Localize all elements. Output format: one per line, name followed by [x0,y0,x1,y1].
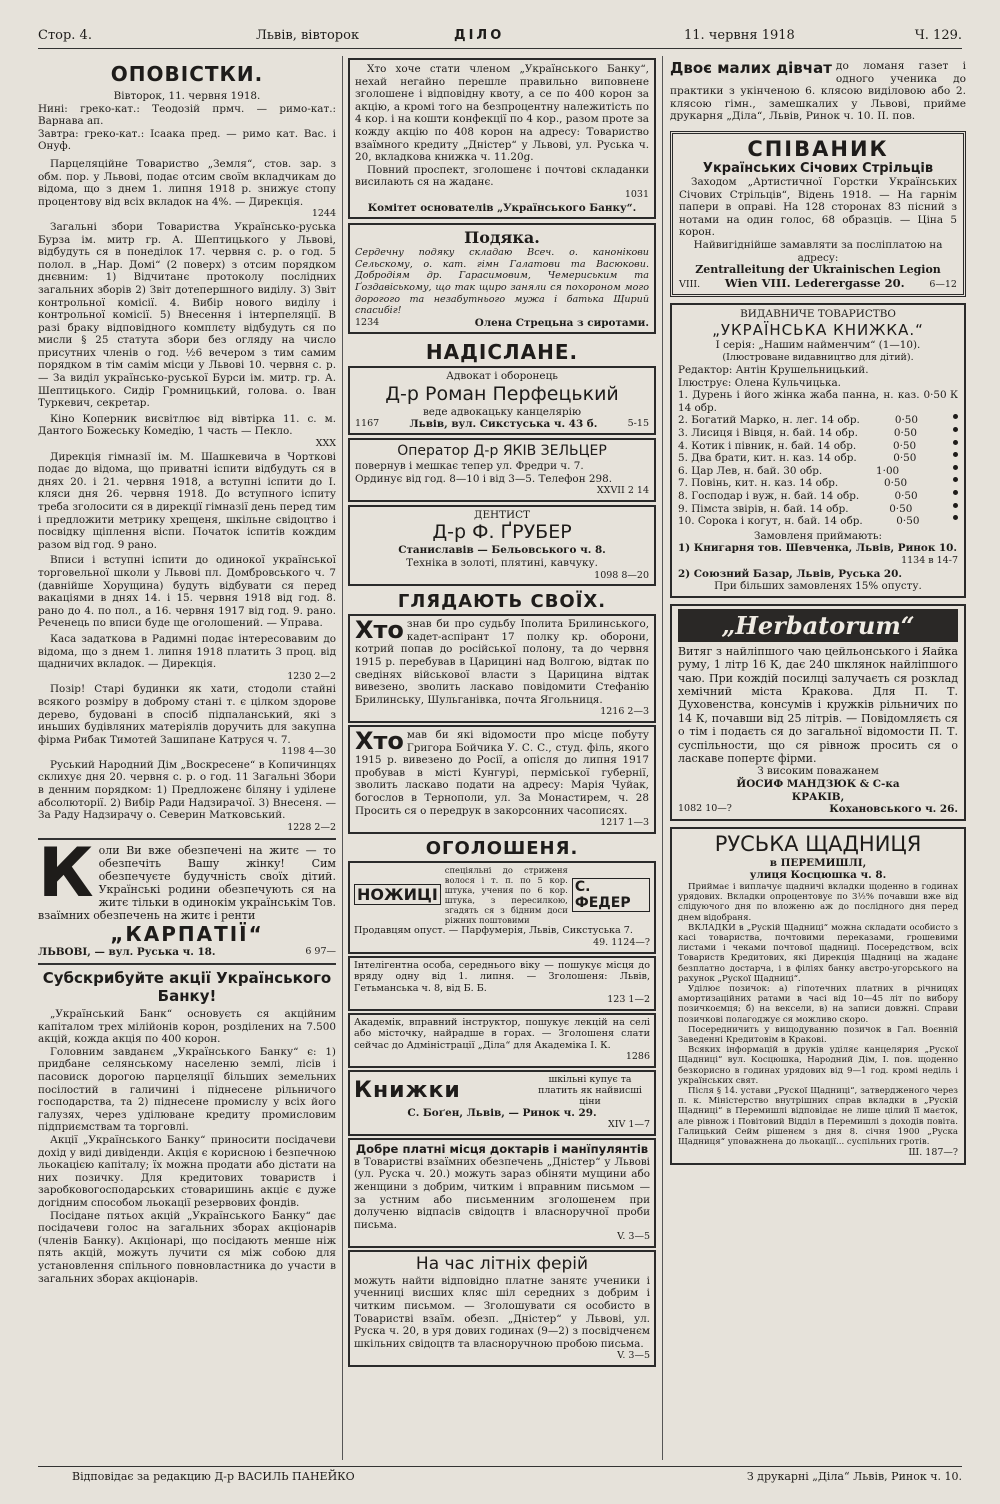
page-footer [38,1466,962,1483]
saints-tomorrow: Завтра: греко-кат.: Ісаака пред. — римо кат. Вас. і Онуф. [38,127,336,153]
thanks-text: Сердечну подяку складаю Всеч. о. канонікови Сельскому, о. кат. гімн Галатови та Васюкови. Добродіям др. Гарасимовим, Чемериським та Ґоздавіському, що так щиро заняли ся похороном мого дорогого та незабутнього мужа і батька Щирий спасибіг! [355,247,649,317]
songbook-address1: Zentralleitung der Ukrainischen Legion [695,263,941,277]
book-item [678,503,958,516]
saints-today: Нині: греко-кат.: Теодозій прмч. — римо-кат.: Варнава ап. [38,102,336,128]
shchadnytsia-title: РУСЬКА ЩАДНИЦЯ [714,831,922,856]
looking-number-1: 1216 2—3 [600,706,649,718]
book-price: 0·50 [884,477,908,490]
notice-number: 1031 [624,188,649,200]
publisher-label: ВИДАВНИЧЕ ТОВАРИСТВО [740,308,896,321]
songbook-order: Найвигіднійше замавляти за посліплатою на адресу: [693,238,943,264]
book-price: 0·50 [894,490,918,503]
dnister-title: Добре платні місця доктарів і манїпулянтів [355,1141,649,1156]
bank-prospect: Повний проспект, зголошенє і почтові складанки висилають ся на жаданє. [355,163,649,189]
herbatorum-text: Витяг з найліпшого чаю цейльонського і Яайка руму, 1 літр 16 К, дає 240 шклянок найліпшого чаю. При кождій посилці залучаєть ся розклад хемічний міста Кракова. Для П. Т. Духовенства, консумів і кружків рільничих по 14 К, почавши від 25 літрів. — Повідомляєть ся о тім і подаєть ся до загальної відомости П. Т. суспільности, що ся рівнож просить ся о ласкаве попертє фірми. [678,644,958,766]
perfetskyi-name: Д-р Роман Перфецький [385,382,619,405]
looking-text-1: знав би про судьбу Іполита Брилинського, кадет-аспірант 17 полку кр. оборони, котрий попав до російської полону, та до червня 1915 р. перебував в Царицині над Волгою, відтак по сведінях військової власти з Царицина відтак вивезено, зволить ласкаво повідомити Стефанію Брилинську, Шульганівка, почта Ягольниця. [355,618,649,706]
bullet-icon [953,440,958,445]
dnister-number: V. 3—5 [617,1231,650,1243]
zeltser-name: Оператор Д-р ЯКІВ ЗЕЛЬЦЕР [397,443,607,460]
herbatorum-ad [670,604,966,821]
looking-ad-2 [348,725,656,834]
book-item [678,477,958,490]
herbatorum-sign1: З високим поважанем [757,765,879,778]
column-3 [670,56,966,1462]
column-divider [662,56,663,1460]
academic-number: 1286 [625,1050,650,1062]
column-1 [38,56,336,1462]
bogen-ad [348,1070,656,1136]
thanks-number: 1234 [355,316,380,328]
drop-cap: К [38,844,94,914]
perfetskyi-number2: 5-15 [627,418,649,430]
notice-number: 1198 4—30 [281,746,336,758]
publisher-illustrator: Ілюструє: Олена Кульчицька. [678,376,841,389]
order-2: 2) Союзний Базар, Львів, Руська 20. [678,567,902,580]
perfetskyi-number: 1167 [355,418,380,430]
book-item [678,440,958,453]
bullet-icon [953,452,958,457]
issue-date: 11. червня 1918 [684,28,795,43]
herbatorum-sign4: Кохановського ч. 26. [829,803,958,816]
bank-ad-title: Субскрибуйте акції Українського Банку! [42,969,332,1006]
zeltser-number: XXVII 2 14 [596,485,649,497]
perfetskyi-ad [348,366,656,435]
column-divider [342,56,343,1460]
bullet-icon [953,515,958,520]
feder-text: спеціяльні до стриженя волося і т. п. по 5 кор. штука, учения по 6 кор. штука, з пересилкою, згадять ся з бідним доси ріжних поштовими [444,864,568,925]
publisher-note: (Ілюстроване видавництво для дітий). [722,351,914,363]
herbatorum-number: 1082 10—? [678,803,732,815]
editor-line: Відповідає за редакцию Д-р ВАСИЛЬ ПАНЕЙКО [72,1470,355,1483]
gruber-name: Д-р Ф. ҐРУБЕР [432,521,572,544]
order-1-number: 1134 в 14-7 [901,555,958,566]
looking-title: ГЛЯДАЮТЬ СВОЇХ. [397,591,607,613]
place-date: Львів, вівторок [256,28,360,43]
bank-p3: Акції „Українського Банку“ приносити посідачеви дохід у виді дивіденди. Акція є корисною і безпечною льокацією капіталу; їх можна продати або дістати на них позичку. Для кредитових товариств і заробковогосподарських стоваришинь акціє є дуже догідним способом льокації резервових фондів. [38,1133,336,1209]
songbook-subtitle: Українських Січових Стрільців [702,160,934,176]
songbook-left: VIII. [679,278,701,290]
book-price: 0·50 [896,515,920,528]
notice-narodnyi-dim: Руський Народний Дім „Воскресене“ в Копичинцях склихує дня 20. червня с. р. о год. 11 Загальні Збори в денним порядком: 1) Предложенє біляну і уділене абсолюторії. 2) Вибір Ради Надзирачої. 3) Внесеня. — За Раду Надзирачу о. Северин Матковський. [38,758,336,822]
drop-word: Хто [355,616,404,645]
holiday-ad [348,1250,656,1367]
bank-committee: Комітет основателів „Українського Банку“. [367,201,637,214]
ruska-shchadnytsia-ad [670,827,966,1165]
bullet-icon [953,427,958,432]
thanks-box [348,223,656,334]
book-title: 7. Повінь, кит. н. каз. 14 обр. [678,477,839,490]
notice-number: 1228 2—2 [287,821,336,833]
book-price: 0·50 [893,439,917,452]
looking-text-2: мав би які відомости про місце побуту Григора Бойчика У. С. С., студ. філь, якого 1915 р. вивезено до Росії, а опісля до липня 1917 пробував в місті Кунгурі, перміської губернії, зволить ласкаво подати на адресу: Марія Чуйак, богослов в Тернополи, ул. За Монастирем, ч. 28 Просить ся о передрук в закорсонних часописях. [355,728,649,817]
gruber-ad [348,505,656,586]
girls-head: Двоє малих дівчат [670,59,832,77]
publisher-title: „УКРАЇНСЬКА КНИЖКА.“ [712,320,924,339]
gruber-number: 1098 8—20 [594,569,649,581]
intel-number: 123 1—2 [607,994,650,1006]
bullet-icon [953,490,958,495]
songbook-title: СПІВАНИК [747,136,889,161]
girls-text: до ломаня газет і одного ученика до практики з укінченою 6. клясою виділовою або 2. клясою гімн., замешкалих у Львові, прийме друкарня „Діла“, Львів, Ринок ч. 10. II. пов. [670,60,966,123]
shchadnytsia-p4: Посередничить у вищодуванню позичок в Гал. Воєнній Заведенні Кредитовім в Кракові. [678,1024,958,1046]
girls-ad [670,60,966,123]
feder-word: НОЖИЦІ [354,884,441,905]
gruber-line: Техніка в золоті, плятині, кавчуку. [406,557,598,570]
shchadnytsia-p5: Всяких інформацій в друків уділяє канцелярия „Рускої Щадниці“ вул. Косцюшка, Народний Дім, І. пов. щоденно безкорисно в годинах урядових від 9—1 год. кромі неділь і українських свят. [678,1045,958,1086]
bogen-address: С. Боґен, Львів, — Ринок ч. 29. [407,1106,597,1119]
divider [38,838,336,840]
book-price: 0·50 К [923,389,958,402]
orders-head: Замовленя приймають: [753,529,883,542]
notice-trade-school: Вписи і вступні іспити до одинокої української торговельної школи у Львові пл. Домбровського ч. 7 (давнійше Хорущина) будуть відбувати ся перед вакаціями в днях 14. і 15. червня 1918 від год. 8. рано до 4. по пол., а 16. червня 1917 від год. 9. рано. Реченець по вписи буде ще оголошений. — Управа. [38,554,336,630]
column-2 [348,56,656,1462]
dnister-text: в Товаристві взаїмних обезпечень „Дністер“ у Львові (ул. Руска ч. 20.) можуть зараз обіняти мущини або женщини з добрим, читким і вправним письмом — за устним або письменним зголошенем при долученю відпасів свідоцтв і власноручної проби письма. [354,1155,650,1231]
feder-number: 49. 1124—? [593,937,650,949]
book-item [678,465,958,478]
bank-continuation: Хто хоче стати членом „Українського Банку“, нехай негайно перешле правильно виповнене зголошене і відповідну квоту, а се по 400 корон за акцію, а кромі того на безпроцентну належитість по 4 кор. і на кошти конфекції по 4 кор., разом проте за кожду акцію по 408 корон на адресу: Товариство взаїмного кредиту „Дністер“ у Львові, ул. Руська ч. 20, вкладкова книжка ч. 11.20g. [355,63,649,164]
bank-continuation-box [348,58,656,219]
shchadnytsia-p2: ВКЛАДКИ в „Рускій Щадниці“ можна складати особисто з касі товариства, почтовими переказами, грошевими листами і чеками почтової щадниці. Посередством, всіх Товариств Кредитових, які Дирекція Щадниці на жаданє безплатно достарча, і в філіях банку австро-угорського на рахунок „Рускої Щадниці“. [678,922,958,984]
academic-ad [348,1013,656,1068]
book-item [678,427,958,440]
feder-ad [348,861,656,954]
shchadnytsia-p1: Приймає і виплачує щадничі вкладки щоденно в годинах урядових. Вкладки опроцентовує по 3½% почавши вже від слідуючого дня по вложеню аж до послідного дня перед днем відобраня. [678,882,958,923]
dnister-ad [348,1138,656,1248]
book-price: 0·50 [894,414,918,427]
herbatorum-title: „Herbatorum“ [678,609,958,642]
karpatia-number: 6 97— [305,946,336,958]
book-price: 0·50 [893,452,917,465]
zeltser-ad [348,438,656,502]
book-price: 1·00 [876,464,900,477]
looking-number-2: 1217 1—3 [600,817,649,829]
book-price: 0·50 [893,427,918,440]
page-number: Стор. 4. [38,28,92,43]
karpatia-text: оли Ви вже обезпечені на житє — то обезпечіть Вашу жінку! Сим обезпечуєте будучність своїх дітий. Українські родини обезпечують ся на житє тільки в одинокім українськім Тов. взаїмних обезпечень на житє і ренти [38,844,336,923]
ukrainska-knyzhka-ad [670,303,966,597]
songbook-number: 6—12 [929,278,957,290]
songbook-address2: Wien VIII. Lederergasse 20. [724,275,905,290]
perfetskyi-address: Львів, вул. Сикстуська ч. 43 б. [409,418,598,431]
intel-ad [348,956,656,1011]
perfetskyi-line: веде адвокацьку канцелярію [422,405,582,418]
herbatorum-sign2: ЙОСИФ МАНДЗЮК & С-ка [736,778,900,791]
herbatorum-sign3: КРАКІВ, [791,790,845,803]
shchadnytsia-p6: Після § 14. устави „Рускої Щадниці“, затвердженого через п. к. Міністерство внутрішних справ вкладки в „Рускій Щадниці“ в Перемишлі відповідає не лише цілий її маєток, але рівнож і Повітовий Відділ в Перемишлі з доходів повіта. Галицький Сейм рішенєм з дня 8. січня 1900 „Руска Щадниця“ уповажнена до льокації... суспільних гротів. [678,1086,958,1148]
thanks-signature: Олена Стрецьна з сиротами. [474,316,649,329]
shchadnytsia-number: Ш. 187—? [908,1147,958,1159]
notices-title: ОПОВІСТКИ. [110,62,264,86]
academic-text: Академік, вправний інструктор, пошукує лекцій на селі або місточку, найрадше в горах. — Зголошеня слати сейчас до Адміністрації „Діла“ для Академіка І. К. [354,1016,650,1051]
notice-bursa: Загальні збори Товариства Українсько-руська Бурза ім. митр гр. А. Шептицького у Львові, відбудуть ся в понеділок 17. червня с. р. о год. 5 полол. в „Нар. Домі“ (2 поверх) з отсим порядком днєвним: 1) Відчитанє протоколу послідних загальних зборів 2) Звіт дотепершного виділу. 3) Звіт контрольної комісії. 4. Вибір нового виділу і контрольної комісії. 5) Внесення і інтерпеляції. В разі браку відповідного комплєту відбудуть ся по мисли § 25 статута збори без огляду на число присутних членів о год. ½6 вечером з тим самим порядком в тім самім місци у Львові 10. червня с. р. — За виділ українсько-руської Бурси ім. митр. гр. А. Шептицького. Сидір Громницький, голова. о. Іван Туркевич, секретар. [38,220,336,410]
bogen-word: Книжки [354,1077,461,1103]
order-discount: При більших замовленях 15% опусту. [714,580,922,593]
thanks-title: Подяка. [464,228,540,248]
bank-p1: „Український Банк“ основуєть ся акційним капіталом трех мілійонів корон, розділених на 7.500 акцій, кожда акція по 400 корон. [38,1008,336,1046]
notice-number: XXX [315,438,336,450]
karpatia-address: ЛЬВОВІ, — вул. Руська ч. 18. [38,946,216,959]
ads-title: ОГОЛОШЕНЯ. [425,837,579,859]
book-item [678,515,958,528]
notice-kino: Кіно Коперник висвітлює від вівтірка 11. с. м. Дантого Божеську Комедію, 1 часть — Пекло. [38,412,336,438]
bank-p4: Посідане пятьох акцій „Українського Банку“ дає посідачеви голос на загальних зборах акціонарів (членів Банку). Акціонарі, що посідають менше ніж пять акцій, можуть лучити ся між собою для установлення спільного повновластника до участи в загальних зборах акціонарів. [38,1209,336,1285]
book-title: 8. Господар і вуж, н. бай. 14 обр. [678,490,860,503]
shchadnytsia-street: улиця Косцюшка ч. 8. [749,869,887,882]
holiday-title: На час літніх ферій [415,1253,589,1274]
notice-radymno: Каса задаткова в Радимні подає інтересовавим до відома, що з днем 1. липня 1918 платить 3 проц. від щадничих вкладок. — Дирекція. [38,632,336,671]
holiday-number: V. 3—5 [617,1350,650,1362]
publisher-editor: Редактор: Антін Крушельницький. [678,364,869,377]
holiday-text: можуть найти відповідно платне занятє ученики і ученниці висших кляс шіл середних з добрим і читким письмом. — Зголошувати ся особисто в Товаристві взаїм. обезп. „Дністер“ у Львові, ул. Руска ч. 20, в уря дових годинах (9—2) з посвідченєм шкільних свідоцтв та власноручною пробою письма. [354,1274,650,1350]
songbook-text: Заходом „Артистичної Горстки Українських Січових Стрільців“, Відень 1918. — На гарнім папери в оправі. На 128 сторонах 83 пісний з нотами на один голос, 68 образців. — Ціна 5 корон. [679,175,957,239]
zeltser-line2: Ординує від год. 8—10 і від 3—5. Телефон 298. [355,472,613,485]
intel-text: Інтелігентна особа, середнього віку — пошукує місця до вряду одну від 1. липня. — Зголошеня: Львів, Гетьманська ч. 8, від Б. Б. [354,959,650,994]
divider [38,963,336,965]
printer-line: З друкарні „Діла“ Львів, Ринок ч. 10. [746,1470,962,1483]
looking-ad-1 [348,614,656,723]
book-price: 0·50 [889,502,913,515]
bogen-text: шкільні купує та платить як найвисші ціни [538,1073,642,1107]
book-title: 6. Цар Лев, н. бай. 30 обр. [678,464,823,477]
bank-p2: Головним завданєм „Українського Банку“ є: 1) придбане селянському населеню землі, лісів і пасовиск дорогою парцеляції більших земельних посілостий в галичині і піднесене рільничого господарства, та 2) піднесене промислу у всіх його галузях, через уділюване кредиту промисловим підприємствам та торговлі. [38,1045,336,1134]
perfetskyi-role: Адвокат і оборонець [446,370,558,383]
shchadnytsia-p3: Уділює позичок: а) гіпотечних платних в річницях амортизаційних ратами в часі від 10—45 літ по вибору позичкоємця; б) на вексели, в) на записи довжні. Справи позичкові полагоджує ся можливо скоро. [678,984,958,1025]
order-1: 1) Книгарня тов. Шевченка, Львів, Ринок 10. [678,542,958,555]
notice-zemlia: Парцеляційне Товариство „Земля“, стов. зар. з обм. пор. у Львові, подає отсим своїм вкладчикам до відома, що з днем 1. липня 1918 р. знижує стопу процентову від всіх вкладок на 4%. — Дирекція. [38,157,336,208]
bullet-icon [953,503,958,508]
book-item [678,414,958,427]
issue-number: Ч. 129. [914,28,962,43]
gruber-role: ДЕНТИСТ [474,508,530,521]
karpatia-ad [38,844,336,959]
book-title: 5. Два брати, кит. н. каз. 14 обр. [678,452,857,465]
book-title: 4. Котик і півник, н. бай. 14 обр. [678,439,857,452]
notice-number: 1244 [311,208,336,220]
shchadnytsia-place: в ПЕРЕМИШЛІ, [769,856,867,869]
zeltser-line1: повернув і мешкає тепер ул. Фредри ч. 7. [355,460,584,473]
masthead-title: ДІЛО [454,28,505,43]
gruber-address: Станиславів — Бельовського ч. 8. [398,544,606,557]
bullet-icon [953,477,958,482]
karpatia-name: „КАРПАТІЇ“ [110,922,264,947]
sent-title: НАДІСЛАНЕ. [425,340,579,365]
book-item [678,490,958,503]
book-title: 1. Дурень і його жінка жаба панна, н. каз. 14 обр. [678,389,920,414]
feder-line: Продавцям опуст. — Парфумерія, Львів, Сикстуська 7. [354,924,633,936]
bogen-number: XIV 1—7 [608,1119,650,1131]
songbook-ad [670,131,966,297]
publisher-series: І серія: „Нашим наймeнчим“ (1—10). [715,338,921,351]
notice-gymnasium: Дирекція гімназії ім. М. Шашкевича в Чорткові подає до відома, що приватні іспити відбудуть ся в днях 20. і 21. червня 1918, а вступні іспити до І. кляси дня 26. червня 1918. До вступного іспиту треба зголосити ся в дирекції гімназії день перед тим і предложити метрику хрещеня, шкільне свідоцтво і посвідку щіплення віспи. Початок іспитів кождим разом від год. 9 рано. [38,450,336,551]
page-header [38,28,962,49]
bullet-icon [953,414,958,419]
book-title: 10. Сорока і когут, н. бай. 14 обр. [678,515,863,528]
drop-word: Хто [355,726,404,755]
book-list [678,389,958,528]
notice-buildings: Позір! Старі будинки як хати, стодоли стайні всякого розміру в доброму стані т. є цілком здорове дерево, будовані в спосіб підпаланський, які з иньших будівляних матеріялів доручить для закупна фірма Рибак Тимотей Зашипане Катруся ч. 7. [38,683,336,746]
notice-number: 1230 2—2 [287,670,336,682]
book-title: 2. Богатий Марко, н. лег. 14 обр. [678,414,860,427]
book-item [678,389,958,414]
book-item [678,452,958,465]
book-title: 9. Пімста звірів, н. бай. 14 обр. [678,502,849,515]
feder-name: С. ФЕДЕР [572,878,650,912]
bullet-icon [953,465,958,470]
date-line: Вівторок, 11. червня 1918. [113,90,261,102]
book-title: 3. Лисиця і Вівця, н. бай. 14 обр. [678,427,858,440]
